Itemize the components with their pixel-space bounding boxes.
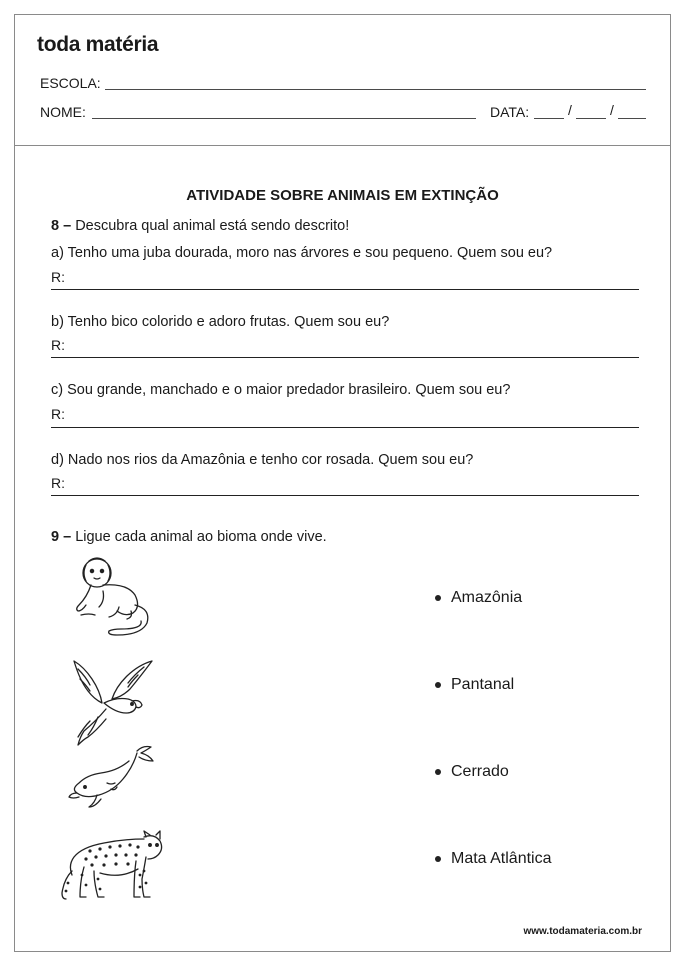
biome-item-mata-atlantica[interactable] — [435, 850, 552, 868]
answer-label: R: — [51, 337, 65, 353]
name-label: NOME: — [40, 104, 86, 120]
biome-item-cerrado[interactable] — [435, 763, 509, 781]
answer-label: R: — [51, 269, 65, 285]
worksheet — [14, 14, 671, 952]
question-8a: a) Tenho uma juba dourada, moro nas árvores e sou pequeno. Quem sou eu? — [51, 245, 553, 261]
river-dolphin-icon — [67, 743, 157, 828]
answer-line-d[interactable] — [51, 495, 639, 496]
question-prompt: Descubra qual animal está sendo descrito! — [75, 218, 350, 234]
brand-logo: toda matéria — [37, 33, 159, 56]
question-9 — [51, 529, 327, 545]
name-field[interactable] — [92, 118, 476, 119]
question-number: 8 – — [51, 218, 72, 234]
date-month-field[interactable] — [576, 118, 606, 119]
date-year-field[interactable] — [618, 118, 646, 119]
jaguar-icon — [60, 827, 165, 910]
biome-label: Mata Atlântica — [451, 850, 552, 867]
header — [15, 15, 670, 146]
golden-lion-tamarin-icon — [73, 555, 153, 642]
biome-item-amazonia[interactable] — [435, 589, 522, 607]
question-8 — [51, 218, 349, 234]
answer-line-b[interactable] — [51, 357, 639, 358]
school-label: ESCOLA: — [40, 75, 101, 91]
answer-line-c[interactable] — [51, 427, 639, 428]
answer-label: R: — [51, 475, 65, 491]
school-field[interactable] — [105, 89, 646, 90]
question-number: 9 – — [51, 529, 72, 545]
date-day-field[interactable] — [534, 118, 564, 119]
answer-line-a[interactable] — [51, 289, 639, 290]
date-separator: / — [568, 102, 572, 118]
biome-item-pantanal[interactable] — [435, 676, 514, 694]
question-8c: c) Sou grande, manchado e o maior predador brasileiro. Quem sou eu? — [51, 382, 511, 398]
macaw-icon — [70, 657, 160, 754]
bullet-icon — [435, 595, 441, 601]
bullet-icon — [435, 769, 441, 775]
question-8d: d) Nado nos rios da Amazônia e tenho cor rosada. Quem sou eu? — [51, 452, 474, 468]
bullet-icon — [435, 682, 441, 688]
question-prompt: Ligue cada animal ao bioma onde vive. — [75, 529, 327, 545]
date-separator: / — [610, 102, 614, 118]
biome-label: Amazônia — [451, 589, 523, 606]
activity-title: ATIVIDADE SOBRE ANIMAIS EM EXTINÇÃO — [186, 187, 499, 204]
bullet-icon — [435, 856, 441, 862]
footer-site: www.todamateria.com.br — [523, 926, 642, 937]
biome-label: Pantanal — [451, 676, 515, 693]
question-8b: b) Tenho bico colorido e adoro frutas. Quem sou eu? — [51, 314, 390, 330]
answer-label: R: — [51, 406, 65, 422]
biome-label: Cerrado — [451, 763, 509, 780]
date-label: DATA: — [490, 104, 530, 120]
